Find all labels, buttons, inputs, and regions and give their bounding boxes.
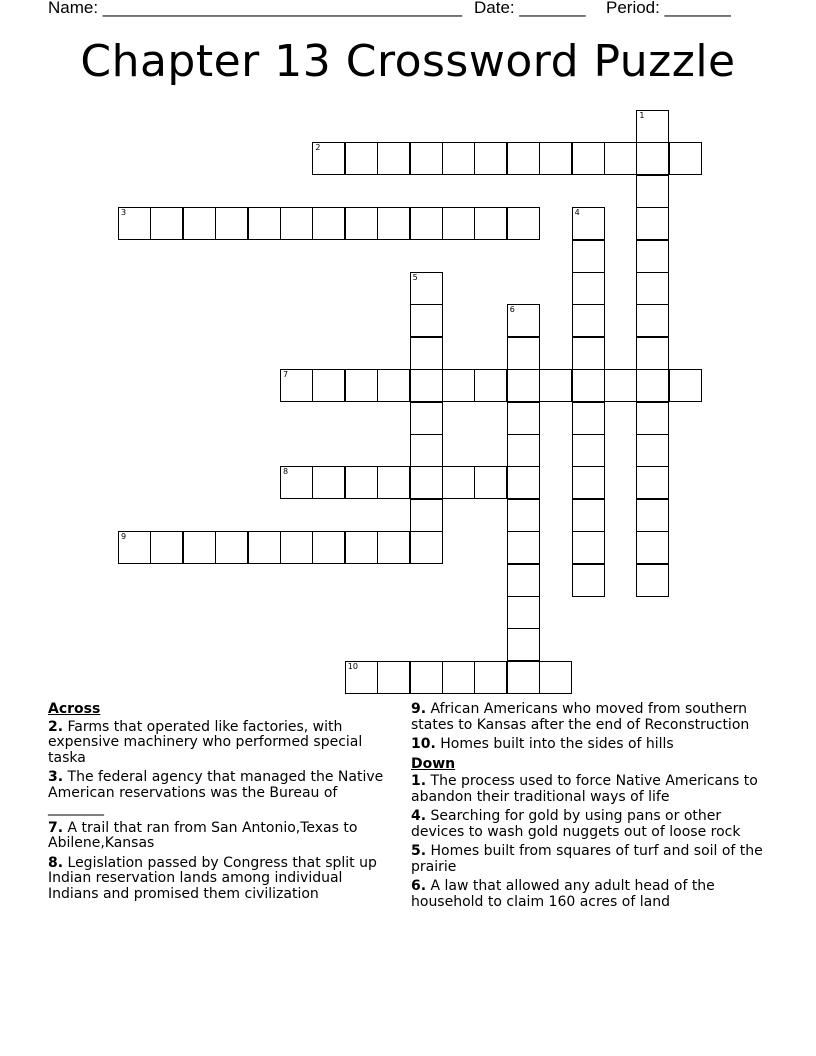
clue-down-1: 1. The process used to force Native Americans to abandon their traditional ways of life [411, 773, 758, 805]
grid-cell[interactable] [572, 499, 605, 532]
grid-cell[interactable] [183, 207, 216, 240]
clue-down-6: 6. A law that allowed any adult head of the household to claim 160 acres of land [411, 878, 715, 910]
grid-cell[interactable] [410, 337, 443, 370]
grid-cell[interactable] [572, 207, 605, 240]
clue-across-8: 8. Legislation passed by Congress that split up Indian reservation lands among individual Indians and promised them civilization [48, 854, 377, 902]
grid-cell[interactable] [507, 499, 540, 532]
grid-cell[interactable] [507, 466, 540, 499]
grid-cell[interactable] [410, 466, 443, 499]
grid-cell[interactable] [215, 207, 248, 240]
name-field-label: Name: ______________________________________ [48, 0, 463, 17]
clues-column-left [48, 702, 388, 906]
grid-cell[interactable] [507, 661, 540, 694]
grid-cell[interactable] [377, 207, 410, 240]
grid-cell[interactable] [572, 434, 605, 467]
grid-cell[interactable] [572, 304, 605, 337]
grid-cell[interactable] [410, 402, 443, 435]
clue-number: 1 [639, 111, 645, 120]
grid-cell[interactable] [150, 531, 183, 564]
grid-cell[interactable] [280, 466, 313, 499]
grid-cell[interactable] [507, 304, 540, 337]
grid-cell[interactable] [312, 207, 345, 240]
grid-cell[interactable] [312, 142, 345, 175]
grid-cell[interactable] [507, 628, 540, 661]
header-fields [0, 0, 816, 22]
grid-cell[interactable] [636, 240, 669, 273]
grid-cell[interactable] [474, 142, 507, 175]
grid-cell[interactable] [118, 207, 151, 240]
clue-across-10: 10. Homes built into the sides of hills [411, 736, 674, 752]
grid-cell[interactable] [442, 142, 475, 175]
clue-number: 4 [574, 208, 580, 218]
grid-cell[interactable] [474, 369, 507, 402]
grid-cell[interactable] [636, 564, 669, 597]
grid-cell[interactable] [636, 369, 669, 402]
grid-cell[interactable] [442, 466, 475, 499]
grid-cell[interactable] [572, 564, 605, 597]
clue-across-3: 3. The federal agency that managed the Native American reservations was the Bureau of ________ [48, 769, 384, 816]
clue-number: 3 [121, 208, 127, 218]
clue-number: 7 [283, 370, 289, 380]
grid-cell[interactable] [507, 207, 540, 240]
grid-cell[interactable] [442, 369, 475, 402]
grid-cell[interactable] [345, 661, 378, 694]
clue-number: 8 [283, 467, 289, 477]
grid-cell[interactable] [636, 531, 669, 564]
grid-cell[interactable] [572, 466, 605, 499]
grid-cell[interactable] [410, 142, 443, 175]
grid-cell[interactable] [345, 142, 378, 175]
grid-cell[interactable] [280, 369, 313, 402]
grid-cell[interactable] [572, 531, 605, 564]
grid-cell[interactable] [507, 337, 540, 370]
grid-cell[interactable] [410, 499, 443, 532]
grid-cell[interactable] [636, 110, 669, 143]
grid-cell[interactable] [507, 531, 540, 564]
grid-cell[interactable] [669, 369, 702, 402]
grid-cell[interactable] [636, 499, 669, 532]
grid-cell[interactable] [345, 207, 378, 240]
clue-across-9: 9. African Americans who moved from southern states to Kansas after the end of Reconstruction [411, 701, 750, 733]
grid-cell[interactable] [248, 207, 281, 240]
grid-cell[interactable] [539, 661, 572, 694]
down-heading: Down [411, 755, 456, 772]
grid-cell[interactable] [507, 596, 540, 629]
grid-cell[interactable] [636, 434, 669, 467]
page-title: Chapter 13 Crossword Puzzle [80, 36, 736, 87]
grid-cell[interactable] [183, 531, 216, 564]
clue-number: 2 [315, 143, 321, 153]
grid-cell[interactable] [572, 369, 605, 402]
grid-cell[interactable] [474, 466, 507, 499]
grid-cell[interactable] [636, 402, 669, 435]
grid-cell[interactable] [377, 661, 410, 694]
grid-cell[interactable] [280, 531, 313, 564]
grid-cell[interactable] [442, 207, 475, 240]
grid-cell[interactable] [410, 272, 443, 305]
grid-cell[interactable] [377, 531, 410, 564]
grid-cell[interactable] [474, 661, 507, 694]
grid-cell[interactable] [636, 337, 669, 370]
grid-cell[interactable] [507, 402, 540, 435]
grid-cell[interactable] [410, 434, 443, 467]
grid-cell[interactable] [410, 304, 443, 337]
grid-cell[interactable] [636, 272, 669, 305]
grid-cell[interactable] [507, 434, 540, 467]
clue-down-5: 5. Homes built from squares of turf and soil of the prairie [411, 843, 763, 875]
grid-cell[interactable] [410, 531, 443, 564]
grid-cell[interactable] [345, 369, 378, 402]
grid-cell[interactable] [507, 142, 540, 175]
clue-across-2: 2. Farms that operated like factories, with expensive machinery who performed special taska [48, 718, 363, 766]
clue-number: 9 [121, 532, 127, 542]
grid-cell[interactable] [442, 661, 475, 694]
grid-cell[interactable] [118, 531, 151, 564]
clue-across-7: 7. A trail that ran from San Antonio,Texas to Abilene,Kansas [48, 819, 358, 851]
grid-cell[interactable] [636, 304, 669, 337]
grid-cell[interactable] [248, 531, 281, 564]
grid-cell[interactable] [669, 142, 702, 175]
across-heading: Across [48, 701, 101, 717]
grid-cell[interactable] [150, 207, 183, 240]
clues-column-right [411, 702, 763, 914]
grid-cell[interactable] [572, 337, 605, 370]
grid-cell[interactable] [377, 369, 410, 402]
grid-cell[interactable] [636, 466, 669, 499]
grid-cell[interactable] [604, 142, 637, 175]
grid-cell[interactable] [572, 240, 605, 273]
grid-cell[interactable] [280, 207, 313, 240]
grid-cell[interactable] [507, 369, 540, 402]
grid-cell[interactable] [636, 142, 669, 175]
grid-cell[interactable] [636, 175, 669, 208]
clue-number: 5 [412, 273, 418, 282]
date-field-label: Date: _______ [474, 0, 586, 17]
grid-cell[interactable] [345, 466, 378, 499]
grid-cell[interactable] [312, 466, 345, 499]
grid-cell[interactable] [377, 466, 410, 499]
clue-down-4: 4. Searching for gold by using pans or other devices to wash gold nuggets out of loose rock [411, 808, 741, 840]
grid-cell[interactable] [572, 402, 605, 435]
grid-cell[interactable] [604, 369, 637, 402]
grid-cell[interactable] [410, 207, 443, 240]
grid-cell[interactable] [474, 207, 507, 240]
grid-cell[interactable] [312, 369, 345, 402]
period-field-label: Period: _______ [606, 0, 731, 17]
grid-cell[interactable] [312, 531, 345, 564]
grid-cell[interactable] [410, 369, 443, 402]
grid-cell[interactable] [636, 207, 669, 240]
grid-cell[interactable] [410, 661, 443, 694]
grid-cell[interactable] [572, 272, 605, 305]
clue-number: 10 [347, 661, 358, 671]
clue-number: 6 [509, 305, 515, 315]
grid-cell[interactable] [507, 564, 540, 597]
grid-cell[interactable] [539, 142, 572, 175]
grid-cell[interactable] [377, 142, 410, 175]
grid-cell[interactable] [572, 142, 605, 175]
grid-cell[interactable] [345, 531, 378, 564]
grid-cell[interactable] [215, 531, 248, 564]
grid-cell[interactable] [539, 369, 572, 402]
